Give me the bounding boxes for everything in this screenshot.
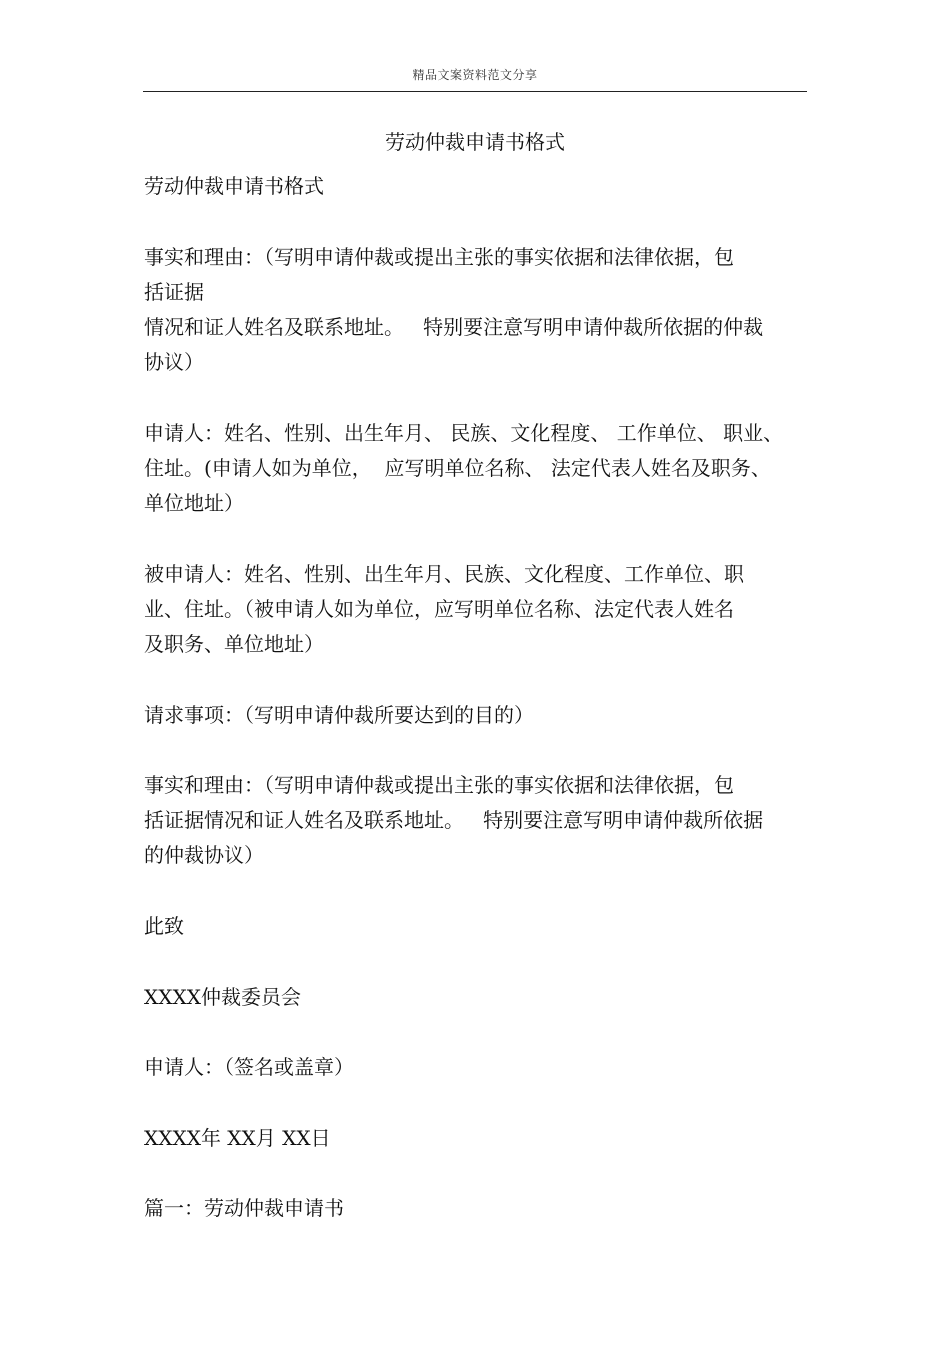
paragraph-line: 及职务、单位地址）	[144, 632, 324, 656]
paragraph-line: 括证据情况和证人姓名及联系地址。 特别要注意写明申请仲裁所依据	[144, 808, 764, 832]
paragraph-line: 情况和证人姓名及联系地址。 特别要注意写明申请仲裁所依据的仲裁	[144, 315, 764, 339]
date-line: XXXX年 XX月 XX日	[144, 1126, 331, 1150]
document-title: 劳动仲裁申请书格式	[385, 130, 565, 154]
section-heading: 篇一：劳动仲裁申请书	[144, 1196, 344, 1220]
applicant-signature: 申请人：（签名或盖章）	[144, 1055, 354, 1079]
paragraph-line: 的仲裁协议）	[144, 843, 264, 867]
paragraph-line: 业、住址。（被申请人如为单位，应写明单位名称、法定代表人姓名	[144, 597, 734, 621]
paragraph-line: 事实和理由：（写明申请仲裁或提出主张的事实依据和法律依据，包	[144, 245, 734, 269]
header-divider	[143, 91, 807, 92]
paragraph-line: 住址。(申请人如为单位， 应写明单位名称、 法定代表人姓名及职务、	[144, 456, 771, 480]
paragraph-line: 协议）	[144, 350, 204, 374]
header-text: 精品文案资料范文分享	[412, 68, 538, 82]
paragraph-line: 括证据	[144, 280, 204, 304]
paragraph-line: 申请人：姓名、性别、出生年月、 民族、文化程度、 工作单位、 职业、	[144, 421, 784, 445]
paragraph-line: 单位地址）	[144, 491, 244, 515]
paragraph-line: 事实和理由：（写明申请仲裁或提出主张的事实依据和法律依据，包	[144, 773, 734, 797]
subtitle: 劳动仲裁申请书格式	[144, 174, 324, 198]
committee-name: XXXX仲裁委员会	[144, 985, 301, 1009]
request-paragraph: 请求事项：（写明申请仲裁所要达到的目的）	[144, 703, 534, 727]
paragraph-line: 被申请人：姓名、性别、出生年月、民族、文化程度、工作单位、职	[144, 562, 744, 586]
salutation: 此致	[144, 914, 184, 938]
